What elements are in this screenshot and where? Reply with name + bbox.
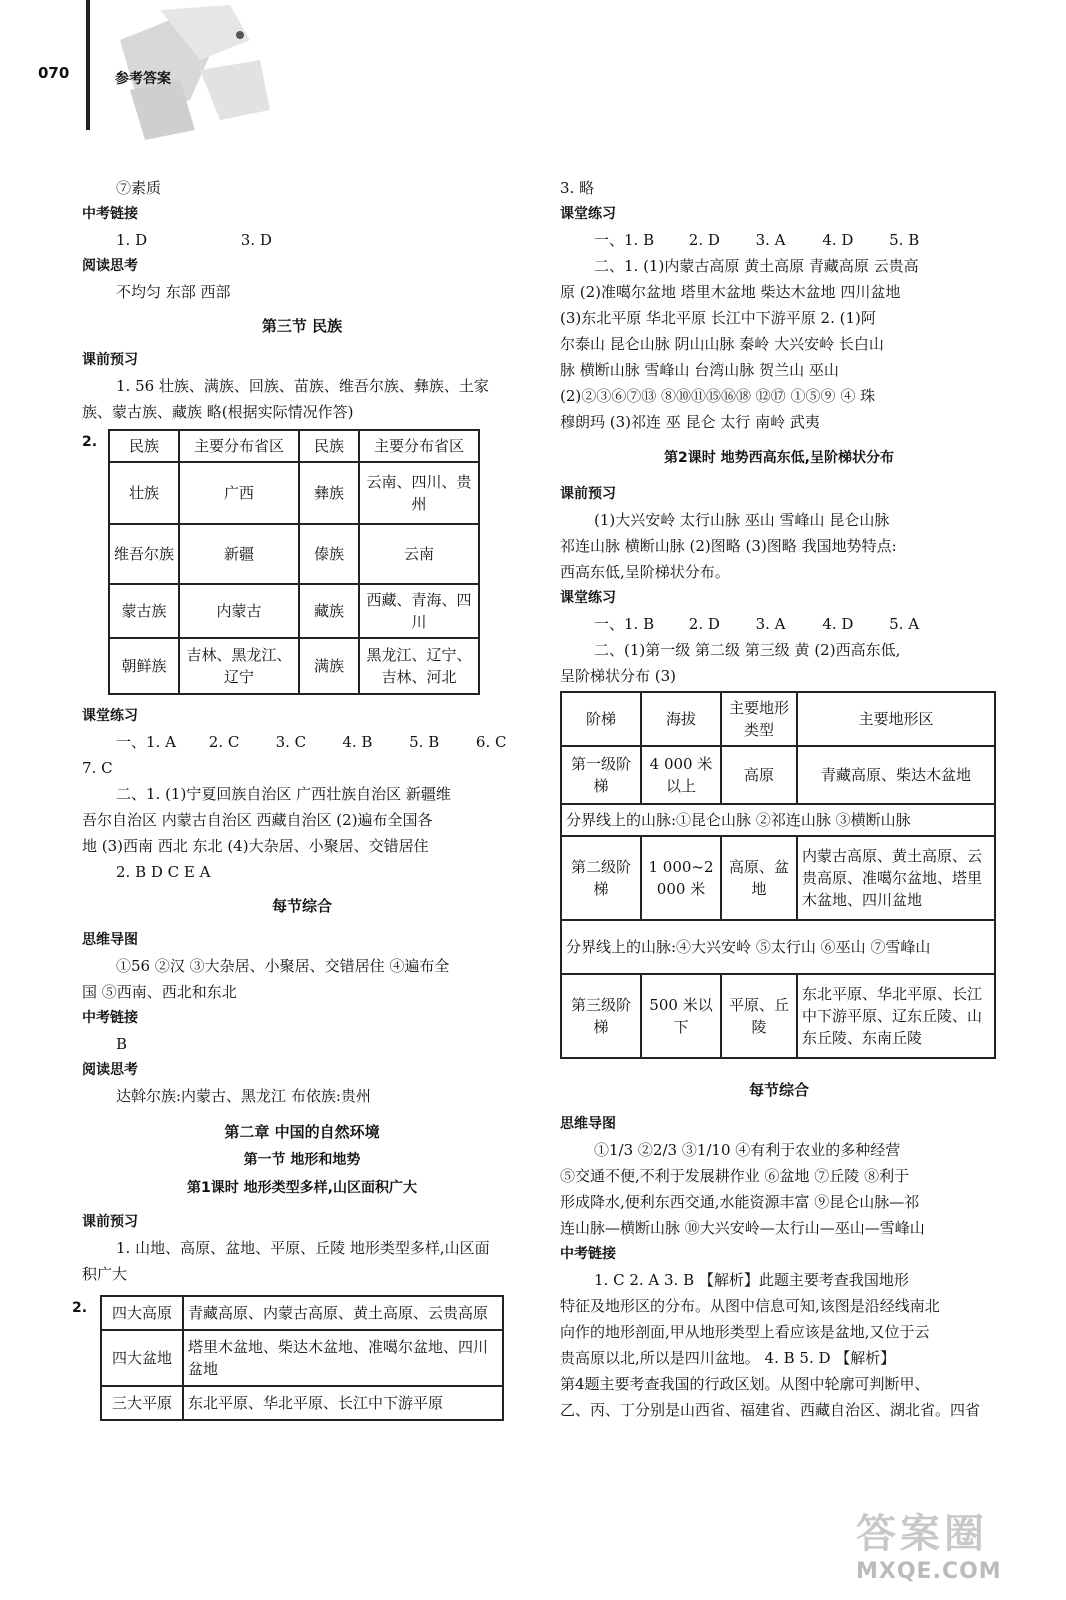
table-cell: 内蒙古高原、黄土高原、云贵高原、准噶尔盆地、塔里木盆地、四川盆地 [797, 836, 995, 920]
table-cell: 平原、丘陵 [721, 974, 797, 1058]
section-heading: 中考链接 [82, 206, 138, 222]
answer-line: 原 (2)准噶尔盆地 塔里木盆地 柴达木盆地 四川盆地 [560, 283, 901, 301]
landform-table-wrap [72, 1295, 522, 1421]
answer-line: 向作的地形剖面,甲从地形类型上看应该是盆地,又位于云 [560, 1323, 930, 1341]
answer-line: ①1/3 ②2/3 ③1/10 ④有利于农业的多种经营 [594, 1141, 901, 1159]
answer: 一、1. B [594, 615, 655, 633]
answer-line: 特征及地形区的分布。从图中信息可知,该图是沿经线南北 [560, 1297, 940, 1315]
answer-line: B [116, 1035, 128, 1053]
table-cell: 黑龙江、辽宁、吉林、河北 [359, 638, 479, 694]
watermark-logo: 答案圈 [856, 1511, 988, 1557]
table-cell: 傣族 [299, 524, 359, 584]
table-cell: 500 米以下 [641, 974, 721, 1058]
answer-line: 1. 山地、高原、盆地、平原、丘陵 地形类型多样,山区面 [116, 1239, 490, 1257]
answer-line: 国 ⑤西南、西北和东北 [82, 983, 237, 1001]
section-title: 每节综合 [271, 897, 332, 915]
header-label: 参考答案 [115, 71, 171, 87]
section-heading: 课前预习 [82, 352, 138, 368]
table-header: 主要分布省区 [179, 430, 299, 462]
answer: 3. A [755, 615, 786, 633]
table-cell: 分界线上的山脉:①昆仑山脉 ②祁连山脉 ③横断山脉 [561, 804, 995, 836]
section-title: 第一节 地形和地势 [243, 1152, 361, 1168]
table-cell: 高原 [721, 746, 797, 804]
table-header: 阶梯 [561, 692, 641, 746]
section-heading: 课堂练习 [560, 590, 616, 606]
answer: 5. B [409, 733, 440, 751]
answer-line: 穆朗玛 (3)祁连 巫 昆仑 太行 南岭 武夷 [560, 413, 820, 431]
answer-line: 呈阶梯状分布 (3) [560, 667, 677, 685]
table-header: 主要地形类型 [721, 692, 797, 746]
section-heading: 课前预习 [560, 486, 616, 502]
answer: 4. D [822, 231, 854, 249]
table-cell: 吉林、黑龙江、辽宁 [179, 638, 299, 694]
table-cell: 新疆 [179, 524, 299, 584]
table-cell: 藏族 [299, 584, 359, 638]
table-header: 主要分布省区 [359, 430, 479, 462]
answer: 一、1. A [116, 733, 176, 751]
answer-line: 1. 56 壮族、满族、回族、苗族、维吾尔族、彝族、土家 [116, 377, 489, 395]
table-cell: 1 000~2 000 米 [641, 836, 721, 920]
lesson-title: 第2课时 地势西高东低,呈阶梯状分布 [664, 450, 894, 466]
answer: 一、1. B [594, 231, 655, 249]
answer-line: 第4题主要考查我国的行政区划。从图中轮廓可判断甲、 [560, 1375, 930, 1393]
answer-line: (1)大兴安岭 太行山脉 巫山 雪峰山 昆仑山脉 [594, 511, 890, 529]
answer: 2. C [208, 733, 240, 751]
lesson-title: 第1课时 地形类型多样,山区面积广大 [187, 1180, 417, 1196]
table-cell: 满族 [299, 638, 359, 694]
item-number: 2. [82, 434, 98, 450]
ethnic-table [108, 429, 480, 695]
answer-line: 脉 横断山脉 雪峰山 台湾山脉 贺兰山 巫山 [560, 361, 839, 379]
answer-line [560, 227, 998, 253]
answer-line: 达斡尔族:内蒙古、黑龙江 布依族:贵州 [116, 1087, 371, 1105]
table-cell: 东北平原、华北平原、长江中下游平原 [183, 1386, 503, 1420]
section-heading: 中考链接 [82, 1010, 138, 1026]
terrain-steps-table [560, 691, 996, 1059]
answer-line: 不均匀 东部 西部 [116, 283, 231, 301]
section-heading: 课堂练习 [560, 206, 616, 222]
section-heading: 思维导图 [82, 932, 138, 948]
answer-line: 西高东低,呈阶梯状分布。 [560, 563, 730, 581]
answer-line: ①56 ②汉 ③大杂居、小聚居、交错居住 ④遍布全 [116, 957, 450, 975]
left-column [72, 175, 522, 1421]
table-cell: 云南 [359, 524, 479, 584]
ethnic-table-wrap [82, 429, 522, 695]
table-cell: 蒙古族 [109, 584, 179, 638]
section-heading: 阅读思考 [82, 258, 138, 274]
answer: 1. D [116, 231, 148, 249]
answer: 5. A [889, 615, 920, 633]
section-heading: 思维导图 [560, 1116, 616, 1132]
watermark [856, 1502, 1046, 1582]
answer-line: (3)东北平原 华北平原 长江中下游平原 2. (1)阿 [560, 309, 876, 327]
answer-line: 2. B D C E A [116, 863, 211, 881]
landform-table [100, 1295, 504, 1421]
table-cell: 西藏、青海、四川 [359, 584, 479, 638]
table-cell: 青藏高原、柴达木盆地 [797, 746, 995, 804]
table-cell: 第一级阶梯 [561, 746, 641, 804]
section-heading: 课堂练习 [82, 708, 138, 724]
table-cell: 塔里木盆地、柴达木盆地、准噶尔盆地、四川盆地 [183, 1330, 503, 1386]
answer-line: 乙、丙、丁分别是山西省、福建省、西藏自治区、湖北省。四省 [560, 1401, 981, 1419]
answer: 2. D [688, 615, 720, 633]
answer-line: 地 (3)西南 西北 东北 (4)大杂居、小聚居、交错居住 [82, 837, 429, 855]
answer-line: 二、(1)第一级 第二级 第三级 黄 (2)西高东低, [594, 641, 901, 659]
table-cell: 广西 [179, 462, 299, 524]
table-cell: 四大高原 [101, 1296, 183, 1330]
answer: 6. C [475, 733, 507, 751]
answer-line: 1. C 2. A 3. B 【解析】此题主要考查我国地形 [594, 1271, 909, 1289]
answer-line: (2)②③⑥⑦⑬ ⑧⑩⑪⑮⑯⑱ ⑫⑰ ①⑤⑨ ④ 珠 [560, 387, 876, 405]
table-cell: 维吾尔族 [109, 524, 179, 584]
section-heading: 中考链接 [560, 1246, 616, 1262]
table-cell: 第二级阶梯 [561, 836, 641, 920]
chapter-title: 第二章 中国的自然环境 [224, 1123, 380, 1141]
table-cell: 青藏高原、内蒙古高原、黄土高原、云贵高原 [183, 1296, 503, 1330]
table-header: 海拔 [641, 692, 721, 746]
right-column [560, 175, 998, 1423]
answer-line: ⑤交通不便,不利于发展耕作业 ⑥盆地 ⑦丘陵 ⑧利于 [560, 1167, 910, 1185]
table-cell: 分界线上的山脉:④大兴安岭 ⑤太行山 ⑥巫山 ⑦雪峰山 [561, 920, 995, 974]
page-number: 070 [38, 64, 70, 82]
table-cell: 三大平原 [101, 1386, 183, 1420]
table-header: 民族 [109, 430, 179, 462]
table-cell: 四大盆地 [101, 1330, 183, 1386]
answer-line: 二、1. (1)宁夏回族自治区 广西壮族自治区 新疆维 [116, 785, 451, 803]
answer: 5. B [889, 231, 920, 249]
text-line: ⑦素质 [116, 179, 162, 197]
answer: 4. B [342, 733, 373, 751]
answer: 2. D [688, 231, 720, 249]
answer-line: 积广大 [82, 1265, 128, 1283]
section-heading: 阅读思考 [82, 1062, 138, 1078]
answer-line: 吾尔自治区 内蒙古自治区 西藏自治区 (2)遍布全国各 [82, 811, 433, 829]
answer-line: 7. C [82, 759, 113, 777]
table-cell: 东北平原、华北平原、长江中下游平原、辽东丘陵、山东丘陵、东南丘陵 [797, 974, 995, 1058]
answer-line [82, 729, 522, 755]
item-number: 2. [72, 1300, 88, 1316]
answer: 4. D [822, 615, 854, 633]
section-title: 第三节 民族 [261, 317, 343, 335]
table-cell: 内蒙古 [179, 584, 299, 638]
answer-line: 尔泰山 昆仑山脉 阴山山脉 秦岭 大兴安岭 长白山 [560, 335, 884, 353]
table-cell: 云南、四川、贵州 [359, 462, 479, 524]
answer-line: 贵高原以北,所以是四川盆地。 4. B 5. D 【解析】 [560, 1349, 896, 1367]
answer-line: 祁连山脉 横断山脉 (2)图略 (3)图略 我国地势特点: [560, 537, 897, 555]
table-cell: 高原、盆地 [721, 836, 797, 920]
table-header: 主要地形区 [797, 692, 995, 746]
table-header: 民族 [299, 430, 359, 462]
answer-line [82, 227, 522, 253]
table-cell: 彝族 [299, 462, 359, 524]
answer-line: 族、蒙古族、藏族 略(根据实际情况作答) [82, 403, 354, 421]
table-cell: 朝鲜族 [109, 638, 179, 694]
answer-line: 二、1. (1)内蒙古高原 黄土高原 青藏高原 云贵高 [594, 257, 919, 275]
section-title: 每节综合 [748, 1081, 809, 1099]
watermark-url: MXQE.COM [856, 1559, 1002, 1584]
answer: 3. D [240, 231, 272, 249]
answer-line: 形成降水,便利东西交通,水能资源丰富 ⑨昆仑山脉—祁 [560, 1193, 920, 1211]
table-cell: 壮族 [109, 462, 179, 524]
answer-line [560, 611, 998, 637]
section-heading: 课前预习 [82, 1214, 138, 1230]
answer-line: 连山脉—横断山脉 ⑩大兴安岭—太行山—巫山—雪峰山 [560, 1219, 925, 1237]
header-divider [86, 0, 90, 130]
answer: 3. A [755, 231, 786, 249]
answer-line: 3. 略 [560, 179, 595, 197]
table-cell: 第三级阶梯 [561, 974, 641, 1058]
answer: 3. C [275, 733, 307, 751]
table-cell: 4 000 米以上 [641, 746, 721, 804]
